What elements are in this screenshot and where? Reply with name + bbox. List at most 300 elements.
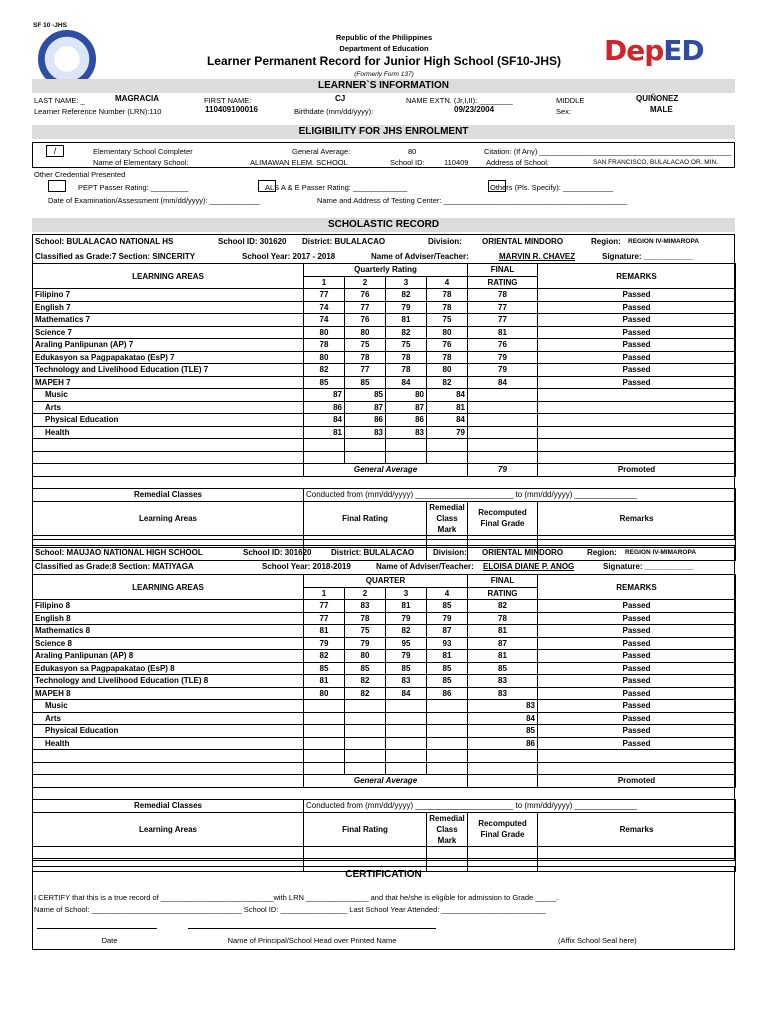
quarter-4-grade: 76 bbox=[427, 339, 468, 352]
page-title: Learner Permanent Record for Junior High School (SF10-JHS) bbox=[206, 54, 562, 68]
quarter-2-grade: 78 bbox=[345, 351, 386, 364]
testing-center-label: Name and Address of Testing Center: ____________________________________________ bbox=[317, 196, 628, 205]
remarks: Passed bbox=[538, 737, 736, 750]
remarks: Passed bbox=[538, 314, 736, 327]
quarter-1-grade bbox=[304, 712, 345, 725]
quarter-1-grade: 74 bbox=[304, 314, 345, 327]
remedial-col-0: Learning Areas bbox=[33, 501, 304, 535]
school-id-label: School ID: bbox=[390, 158, 425, 167]
other-credential-label: Other Credential Presented bbox=[34, 170, 126, 179]
blank-cell bbox=[33, 464, 304, 477]
col-q1: 1 bbox=[304, 276, 345, 289]
subject-row bbox=[33, 326, 736, 339]
subject-name: Edukasyon sa Pagpapakatao (EsP) 7 bbox=[33, 351, 304, 364]
quarter-2-grade: 79 bbox=[345, 637, 386, 650]
quarter-3-grade bbox=[386, 700, 427, 713]
final-rating bbox=[468, 401, 538, 414]
col-q3: 3 bbox=[386, 587, 427, 600]
quarter-4-grade: 75 bbox=[427, 314, 468, 327]
final-rating: 79 bbox=[468, 351, 538, 364]
remedial-col-4: Remarks bbox=[538, 812, 736, 846]
final-rating: 82 bbox=[468, 600, 538, 613]
blank-cell bbox=[538, 762, 736, 775]
subject-name: Arts bbox=[33, 712, 304, 725]
subject-name: Music bbox=[33, 700, 304, 713]
quarter-1-grade: 80 bbox=[304, 687, 345, 700]
blank-cell bbox=[468, 762, 538, 775]
quarter-4-grade: 80 bbox=[427, 326, 468, 339]
col-q4: 4 bbox=[427, 587, 468, 600]
als-label: ALS A & E Passer Rating: _____________ bbox=[265, 183, 408, 192]
quarter-2-grade: 78 bbox=[345, 612, 386, 625]
remedial-label: Remedial Classes bbox=[33, 489, 304, 502]
deped-logo: DepED bbox=[604, 34, 704, 67]
remarks: Passed bbox=[538, 700, 736, 713]
component-row bbox=[33, 426, 736, 439]
citation-label: Citation: (If Any) ______________________________________________ bbox=[484, 147, 732, 156]
quarter-2-grade: 77 bbox=[345, 301, 386, 314]
remarks: Passed bbox=[538, 364, 736, 377]
conducted-label: Conducted from (mm/dd/yyyy) ______________________ to (mm/dd/yyyy) ______________ bbox=[304, 489, 736, 502]
subject-row bbox=[33, 364, 736, 377]
col-quarter: QUARTER bbox=[304, 575, 468, 588]
final-rating: 79 bbox=[468, 364, 538, 377]
quarter-3-grade: 79 bbox=[386, 650, 427, 663]
middle-label: MIDDLE bbox=[556, 96, 585, 105]
scholastic-header: SCHOLASTIC RECORD bbox=[32, 218, 735, 232]
final-rating: 84 bbox=[468, 376, 538, 389]
blank-cell bbox=[304, 451, 345, 464]
quarter-4-grade: 78 bbox=[427, 289, 468, 302]
record2-adviser: ELOISA DIANE P. ANOG bbox=[483, 562, 575, 571]
remarks: Passed bbox=[538, 725, 736, 738]
record2-school-id: School ID: 301620 bbox=[243, 548, 312, 557]
elem-school-label: Name of Elementary School: bbox=[93, 158, 189, 167]
completer-label: Elementary School Completer bbox=[93, 147, 193, 156]
col-final: FINAL bbox=[468, 264, 538, 277]
quarter-3-grade: 81 bbox=[386, 600, 427, 613]
completer-checkbox[interactable]: / bbox=[46, 145, 64, 157]
blank-cell bbox=[386, 750, 427, 763]
quarter-1-grade: 81 bbox=[304, 426, 345, 439]
quarter-1-grade: 87 bbox=[304, 389, 345, 402]
remedial-col-2: Remedial Class Mark bbox=[427, 812, 468, 846]
quarter-4-grade: 87 bbox=[427, 625, 468, 638]
subject-name: Technology and Livelihood Education (TLE) 8 bbox=[33, 675, 304, 688]
quarter-4-grade: 82 bbox=[427, 376, 468, 389]
spacer-cell bbox=[33, 476, 736, 489]
subject-name: Health bbox=[33, 737, 304, 750]
school-address-label: Address of School: bbox=[486, 158, 549, 167]
record1-district: District: BULALACAO bbox=[302, 237, 386, 246]
quarter-2-grade: 82 bbox=[345, 675, 386, 688]
quarter-1-grade: 81 bbox=[304, 625, 345, 638]
sex-value: MALE bbox=[650, 105, 673, 114]
quarter-3-grade: 84 bbox=[386, 687, 427, 700]
remarks: Passed bbox=[538, 289, 736, 302]
quarter-4-grade: 81 bbox=[427, 650, 468, 663]
remedial-header-row bbox=[33, 800, 736, 813]
record2-school: School: MAUJAO NATIONAL HIGH SCHOOL bbox=[35, 548, 203, 557]
subject-name: Science 8 bbox=[33, 637, 304, 650]
remarks: Passed bbox=[538, 650, 736, 663]
republic-text: Republic of the Philippines bbox=[335, 33, 433, 42]
col-final: FINAL bbox=[468, 575, 538, 588]
blank-row bbox=[33, 439, 736, 452]
subject-row bbox=[33, 637, 736, 650]
blank-cell bbox=[468, 451, 538, 464]
blank-cell bbox=[468, 750, 538, 763]
quarter-1-grade: 81 bbox=[304, 675, 345, 688]
remedial-col-3: Recomputed Final Grade bbox=[468, 812, 538, 846]
certification-line1: I CERTIFY that this is a true record of ___________________________with LRN _______________ and that he/she is eligible for admission to Grade _____. bbox=[34, 893, 559, 902]
quarter-1-grade: 80 bbox=[304, 326, 345, 339]
pept-checkbox[interactable] bbox=[48, 180, 66, 192]
final-rating: 81 bbox=[468, 625, 538, 638]
pept-label: PEPT Passer Rating: _________ bbox=[78, 183, 189, 192]
record2-division-label: Division: bbox=[433, 548, 467, 557]
remarks: Passed bbox=[538, 662, 736, 675]
quarter-3-grade: 95 bbox=[386, 637, 427, 650]
remarks: Passed bbox=[538, 612, 736, 625]
quarter-1-grade: 85 bbox=[304, 662, 345, 675]
subject-name: Health bbox=[33, 426, 304, 439]
blank-cell bbox=[538, 846, 736, 859]
general-average-label: General Average bbox=[304, 775, 468, 788]
record1-signature: Signature: ___________ bbox=[602, 252, 693, 261]
blank-cell bbox=[468, 846, 538, 859]
quarter-3-grade: 83 bbox=[386, 675, 427, 688]
subject-row bbox=[33, 612, 736, 625]
subject-name: Technology and Livelihood Education (TLE) 7 bbox=[33, 364, 304, 377]
blank-cell bbox=[304, 750, 345, 763]
subject-name: Mathematics 7 bbox=[33, 314, 304, 327]
conducted-label: Conducted from (mm/dd/yyyy) ______________________ to (mm/dd/yyyy) ______________ bbox=[304, 800, 736, 813]
final-rating: 81 bbox=[468, 326, 538, 339]
final-rating: 84 bbox=[468, 712, 538, 725]
sex-label: Sex: bbox=[556, 107, 572, 116]
quarter-2-grade: 82 bbox=[345, 687, 386, 700]
final-rating: 78 bbox=[468, 612, 538, 625]
record2-district: District: BULALACAO bbox=[331, 548, 415, 557]
blank-cell bbox=[304, 846, 427, 859]
final-rating: 78 bbox=[468, 289, 538, 302]
subject-name: English 7 bbox=[33, 301, 304, 314]
blank-cell bbox=[386, 439, 427, 452]
subject-name: Music bbox=[33, 389, 304, 402]
col-remarks: REMARKS bbox=[538, 575, 736, 600]
remarks: Passed bbox=[538, 301, 736, 314]
col-q1: 1 bbox=[304, 587, 345, 600]
subject-row bbox=[33, 289, 736, 302]
subject-name: Mathematics 8 bbox=[33, 625, 304, 638]
remarks: Passed bbox=[538, 625, 736, 638]
subject-row bbox=[33, 600, 736, 613]
remedial-col-1: Final Rating bbox=[304, 501, 427, 535]
remedial-col-1: Final Rating bbox=[304, 812, 427, 846]
quarter-2-grade bbox=[345, 725, 386, 738]
subject-name: MAPEH 7 bbox=[33, 376, 304, 389]
subject-name: Arts bbox=[33, 401, 304, 414]
record2-signature: Signature: ___________ bbox=[603, 562, 694, 571]
final-rating: 83 bbox=[468, 687, 538, 700]
quarter-1-grade: 79 bbox=[304, 637, 345, 650]
blank-cell bbox=[33, 750, 304, 763]
remarks: Passed bbox=[538, 637, 736, 650]
quarter-4-grade bbox=[427, 737, 468, 750]
remarks bbox=[538, 401, 736, 414]
quarter-1-grade: 86 bbox=[304, 401, 345, 414]
component-row bbox=[33, 414, 736, 427]
record1-adviser: MARVIN R. CHAVEZ bbox=[499, 252, 576, 261]
quarter-3-grade: 85 bbox=[386, 662, 427, 675]
subject-name: Filipino 8 bbox=[33, 600, 304, 613]
record2-adviser-label: Name of Adviser/Teacher: bbox=[376, 562, 474, 571]
quarter-2-grade: 77 bbox=[345, 364, 386, 377]
final-rating: 76 bbox=[468, 339, 538, 352]
record1-division-label: Division: bbox=[428, 237, 462, 246]
first-name-value: CJ bbox=[335, 94, 346, 103]
quarter-1-grade: 77 bbox=[304, 600, 345, 613]
form-code: SF 10 -JHS bbox=[33, 22, 67, 29]
remedial-col-0: Learning Areas bbox=[33, 812, 304, 846]
subject-row bbox=[33, 675, 736, 688]
school-id-value: 110409 bbox=[444, 158, 469, 167]
subject-row bbox=[33, 339, 736, 352]
subject-row bbox=[33, 376, 736, 389]
general-average-row bbox=[33, 464, 736, 477]
blank-cell bbox=[386, 451, 427, 464]
record1-school-id: School ID: 301620 bbox=[218, 237, 287, 246]
blank-row bbox=[33, 451, 736, 464]
school-address-value: SAN FRANCISCO, BULALACAO OR. MIN. bbox=[593, 159, 718, 166]
quarter-3-grade: 75 bbox=[386, 339, 427, 352]
remedial-header-row bbox=[33, 489, 736, 502]
col-q2: 2 bbox=[345, 587, 386, 600]
subject-name: Edukasyon sa Pagpapakatao (EsP) 8 bbox=[33, 662, 304, 675]
blank-cell bbox=[304, 762, 345, 775]
gen-avg-value: 80 bbox=[408, 147, 417, 156]
final-rating: 77 bbox=[468, 314, 538, 327]
quarter-1-grade bbox=[304, 737, 345, 750]
subject-name: Filipino 7 bbox=[33, 289, 304, 302]
quarter-1-grade bbox=[304, 725, 345, 738]
remedial-columns-row bbox=[33, 812, 736, 846]
quarter-1-grade: 82 bbox=[304, 364, 345, 377]
subject-row bbox=[33, 351, 736, 364]
general-average-label: General Average bbox=[304, 464, 468, 477]
date-label: Date bbox=[101, 936, 118, 945]
quarter-1-grade: 84 bbox=[304, 414, 345, 427]
component-row bbox=[33, 737, 736, 750]
quarter-3-grade bbox=[386, 725, 427, 738]
record2-region-label: Region: bbox=[587, 548, 617, 557]
remarks: Passed bbox=[538, 675, 736, 688]
col-learning-areas: LEARNING AREAS bbox=[33, 575, 304, 600]
quarter-2-grade: 76 bbox=[345, 314, 386, 327]
quarter-3-grade: 84 bbox=[386, 376, 427, 389]
record2-school-year: School Year: 2018-2019 bbox=[262, 562, 351, 571]
subject-name: Araling Panlipunan (AP) 7 bbox=[33, 339, 304, 352]
quarter-4-grade: 78 bbox=[427, 351, 468, 364]
subject-name: Science 7 bbox=[33, 326, 304, 339]
general-average-row bbox=[33, 775, 736, 788]
quarter-1-grade: 82 bbox=[304, 650, 345, 663]
quarter-3-grade: 80 bbox=[386, 389, 427, 402]
subject-row bbox=[33, 625, 736, 638]
blank-cell bbox=[386, 762, 427, 775]
middle-name-value: QUIÑONEZ bbox=[636, 94, 679, 103]
birthdate-value: 09/23/2004 bbox=[454, 105, 495, 114]
quarter-4-grade bbox=[427, 712, 468, 725]
component-row bbox=[33, 401, 736, 414]
record1-division: ORIENTAL MINDORO bbox=[482, 237, 564, 246]
record1-region-label: Region: bbox=[591, 237, 621, 246]
component-row bbox=[33, 389, 736, 402]
department-text: Department of Education bbox=[339, 44, 429, 53]
col-rating: RATING bbox=[468, 587, 538, 600]
component-row bbox=[33, 725, 736, 738]
blank-cell bbox=[427, 750, 468, 763]
formerly-text: (Formerly Form 137) bbox=[354, 71, 414, 78]
col-quarterly-rating: Quarterly Rating bbox=[304, 264, 468, 277]
spacer-row bbox=[33, 787, 736, 800]
spacer-cell bbox=[33, 787, 736, 800]
blank-cell bbox=[538, 439, 736, 452]
quarter-4-grade: 79 bbox=[427, 612, 468, 625]
blank-cell bbox=[427, 846, 468, 859]
quarter-4-grade bbox=[427, 725, 468, 738]
blank-cell bbox=[33, 439, 304, 452]
blank-cell bbox=[304, 439, 345, 452]
subject-name: English 8 bbox=[33, 612, 304, 625]
record1-school: School: BULALACAO NATIONAL HS bbox=[35, 237, 174, 246]
quarter-2-grade bbox=[345, 712, 386, 725]
quarter-2-grade bbox=[345, 737, 386, 750]
name-extn-label: NAME EXTN. (Jr,I,II): ________ bbox=[406, 96, 513, 105]
quarter-1-grade: 74 bbox=[304, 301, 345, 314]
col-remarks: REMARKS bbox=[538, 264, 736, 289]
quarter-2-grade: 87 bbox=[345, 401, 386, 414]
col-q2: 2 bbox=[345, 276, 386, 289]
remedial-col-3: Recomputed Final Grade bbox=[468, 501, 538, 535]
remarks: Passed bbox=[538, 687, 736, 700]
final-rating bbox=[468, 389, 538, 402]
quarter-4-grade: 79 bbox=[427, 426, 468, 439]
quarter-4-grade: 86 bbox=[427, 687, 468, 700]
quarter-3-grade: 78 bbox=[386, 364, 427, 377]
remarks bbox=[538, 426, 736, 439]
lrn-value: 110409100016 bbox=[205, 105, 258, 114]
remedial-col-2: Remedial Class Mark bbox=[427, 501, 468, 535]
exam-date-label: Date of Examination/Assessment (mm/dd/yyyy): ____________ bbox=[48, 196, 260, 205]
final-rating: 83 bbox=[468, 700, 538, 713]
quarter-3-grade bbox=[386, 737, 427, 750]
quarter-3-grade: 87 bbox=[386, 401, 427, 414]
blank-cell bbox=[33, 775, 304, 788]
certification-title: CERTIFICATION bbox=[345, 869, 422, 880]
quarter-4-grade: 80 bbox=[427, 364, 468, 377]
learner-info-header: LEARNER`S INFORMATION bbox=[32, 79, 735, 93]
remarks bbox=[538, 414, 736, 427]
blank-cell bbox=[33, 451, 304, 464]
blank-cell bbox=[33, 846, 304, 859]
quarter-1-grade: 80 bbox=[304, 351, 345, 364]
quarter-2-grade: 83 bbox=[345, 600, 386, 613]
record2-division: ORIENTAL MINDORO bbox=[482, 548, 564, 557]
quarter-4-grade: 93 bbox=[427, 637, 468, 650]
record1-adviser-label: Name of Adviser/Teacher: bbox=[371, 252, 469, 261]
quarter-2-grade: 85 bbox=[345, 662, 386, 675]
quarter-2-grade bbox=[345, 700, 386, 713]
blank-cell bbox=[345, 762, 386, 775]
date-signature-line bbox=[37, 928, 157, 929]
blank-cell bbox=[33, 762, 304, 775]
record1-region: REGION IV-MIMAROPA bbox=[628, 238, 700, 245]
quarter-3-grade: 79 bbox=[386, 301, 427, 314]
last-name-label: LAST NAME: _ bbox=[34, 96, 85, 105]
first-name-label: FIRST NAME: bbox=[204, 96, 252, 105]
quarter-3-grade: 81 bbox=[386, 314, 427, 327]
blank-cell bbox=[345, 439, 386, 452]
final-rating: 85 bbox=[468, 725, 538, 738]
remarks: Passed bbox=[538, 600, 736, 613]
certification-line2: Name of School: ____________________________________ School ID: ________________ Last School Year Attended: _________________________ bbox=[34, 905, 546, 914]
remarks: Passed bbox=[538, 712, 736, 725]
general-remarks: Promoted bbox=[538, 775, 736, 788]
blank-cell bbox=[345, 451, 386, 464]
quarter-1-grade: 77 bbox=[304, 289, 345, 302]
general-average-value: 79 bbox=[468, 464, 538, 477]
remarks: Passed bbox=[538, 326, 736, 339]
quarter-2-grade: 86 bbox=[345, 414, 386, 427]
col-rating: RATING bbox=[468, 276, 538, 289]
subject-name: MAPEH 8 bbox=[33, 687, 304, 700]
quarter-3-grade: 82 bbox=[386, 289, 427, 302]
col-q4: 4 bbox=[427, 276, 468, 289]
final-rating: 77 bbox=[468, 301, 538, 314]
final-rating: 83 bbox=[468, 675, 538, 688]
quarter-2-grade: 75 bbox=[345, 339, 386, 352]
blank-cell bbox=[468, 439, 538, 452]
record1-grade-section: Classified as Grade:7 Section: SINCERITY bbox=[35, 252, 196, 261]
blank-row bbox=[33, 762, 736, 775]
final-rating: 81 bbox=[468, 650, 538, 663]
quarter-3-grade: 79 bbox=[386, 612, 427, 625]
quarter-4-grade: 85 bbox=[427, 675, 468, 688]
subject-row bbox=[33, 650, 736, 663]
final-rating: 86 bbox=[468, 737, 538, 750]
quarter-2-grade: 76 bbox=[345, 289, 386, 302]
quarter-3-grade: 83 bbox=[386, 426, 427, 439]
quarter-4-grade: 84 bbox=[427, 414, 468, 427]
blank-cell bbox=[427, 762, 468, 775]
component-row bbox=[33, 700, 736, 713]
general-remarks: Promoted bbox=[538, 464, 736, 477]
quarter-3-grade: 82 bbox=[386, 326, 427, 339]
elem-school-value: ALIMAWAN ELEM. SCHOOL bbox=[250, 158, 348, 167]
quarter-4-grade: 84 bbox=[427, 389, 468, 402]
subject-name: Physical Education bbox=[33, 414, 304, 427]
final-rating bbox=[468, 414, 538, 427]
quarter-3-grade: 86 bbox=[386, 414, 427, 427]
remarks: Passed bbox=[538, 376, 736, 389]
subject-name: Araling Panlipunan (AP) 8 bbox=[33, 650, 304, 663]
quarter-4-grade: 81 bbox=[427, 401, 468, 414]
subject-row bbox=[33, 314, 736, 327]
quarter-1-grade: 78 bbox=[304, 339, 345, 352]
principal-signature-line bbox=[188, 928, 436, 929]
